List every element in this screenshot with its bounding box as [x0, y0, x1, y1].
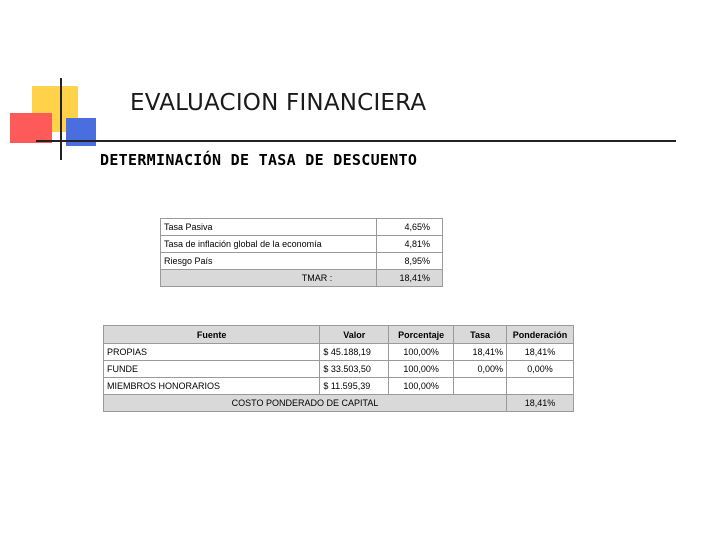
cell-fuente: MIEMBROS HONORARIOS [104, 378, 320, 395]
cell-tasa: 18,41% [454, 344, 507, 361]
rate-value: 8,95% [377, 253, 443, 270]
header-porcentaje: Porcentaje [389, 326, 454, 344]
table-row [161, 253, 443, 270]
cell-fuente: FUNDE [104, 361, 320, 378]
rate-label: Tasa Pasiva [161, 219, 377, 236]
rate-label: Riesgo País [161, 253, 377, 270]
header-fuente: Fuente [104, 326, 320, 344]
tmar-row [161, 270, 443, 287]
total-label: COSTO PONDERADO DE CAPITAL [104, 395, 507, 412]
cell-tasa: 0,00% [454, 361, 507, 378]
cell-valor: $ 45.188,19 [320, 344, 389, 361]
tmar-value: 18,41% [377, 270, 443, 287]
rate-label: Tasa de inflación global de la economía [161, 236, 377, 253]
cell-ponderacion [507, 378, 574, 395]
tmar-label: TMAR : [161, 270, 377, 287]
header-ponderacion: Ponderación [507, 326, 574, 344]
total-row [104, 395, 574, 412]
table-row [161, 236, 443, 253]
slide-title: EVALUACION FINANCIERA [130, 90, 427, 116]
capital-cost-table [103, 325, 574, 412]
cell-porcentaje: 100,00% [389, 361, 454, 378]
rate-value: 4,81% [377, 236, 443, 253]
cell-porcentaje: 100,00% [389, 344, 454, 361]
table-header-row [104, 326, 574, 344]
decor-horizontal-line [36, 140, 676, 142]
table-row [161, 219, 443, 236]
cell-ponderacion: 18,41% [507, 344, 574, 361]
table-row [104, 361, 574, 378]
header-valor: Valor [320, 326, 389, 344]
cell-valor: $ 11.595,39 [320, 378, 389, 395]
header-tasa: Tasa [454, 326, 507, 344]
decor-red-square [10, 113, 52, 143]
rate-value: 4,65% [377, 219, 443, 236]
cell-fuente: PROPIAS [104, 344, 320, 361]
cell-ponderacion: 0,00% [507, 361, 574, 378]
cell-tasa [454, 378, 507, 395]
cell-porcentaje: 100,00% [389, 378, 454, 395]
table-row [104, 378, 574, 395]
table-row [104, 344, 574, 361]
cell-valor: $ 33.503,50 [320, 361, 389, 378]
total-value: 18,41% [507, 395, 574, 412]
decor-vertical-line [60, 78, 62, 160]
slide-subtitle: DETERMINACIÓN DE TASA DE DESCUENTO [100, 151, 418, 169]
discount-rate-table [160, 218, 443, 287]
